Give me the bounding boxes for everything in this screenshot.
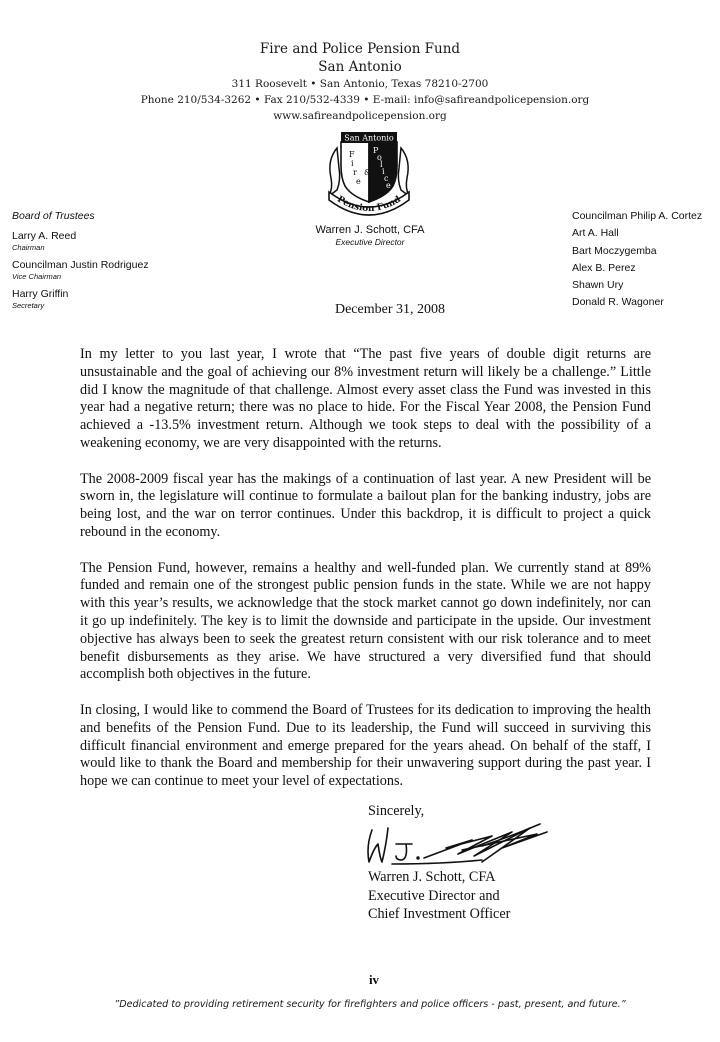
board-member-name: Councilman Philip A. Cortez xyxy=(572,210,703,222)
svg-text:Pension Fund: Pension Fund xyxy=(335,194,403,215)
pension-fund-shield-logo-icon xyxy=(323,130,415,216)
svg-text:c: c xyxy=(384,174,389,183)
letter-paragraph: The Pension Fund, however, remains a healthy and well-funded plan. We currently stand at 89% funded and remain one of the strongest public pension funds in the state. While we are not happy with this year’s results, we acknowledge that the stock market cannot go down indefinitely, nor can it go up indefinitely. The key is to limit the downside and participate in the upside. Our investment objective has always been to seek the greatest return consistent with our risk tolerance and to meet benefit disbursements as they arise. We have structured a very diversified fund that should accomplish both objectives in the future. xyxy=(80,559,651,683)
letterhead xyxy=(0,40,720,124)
page-number: iv xyxy=(368,972,380,987)
handwritten-signature-icon xyxy=(362,818,562,870)
letter-closing: Sincerely, xyxy=(368,803,425,819)
svg-text:i: i xyxy=(351,159,354,168)
board-member-name: Alex B. Perez xyxy=(572,261,636,274)
officer-role: Vice Chairman xyxy=(12,272,62,281)
organization-name: Fire and Police Pension Fund xyxy=(259,41,461,57)
officer-role: Secretary xyxy=(12,301,45,310)
executive-director-block xyxy=(300,224,440,248)
svg-text:&: & xyxy=(364,168,372,177)
organization-website: www.safireandpolicepension.org xyxy=(273,110,447,122)
board-officer xyxy=(12,230,149,252)
organization-address: 311 Roosevelt • San Antonio, Texas 78210-2700 xyxy=(231,78,489,90)
signer-title: Chief Investment Officer xyxy=(368,906,511,922)
board-member-name: Donald R. Wagoner xyxy=(572,296,664,309)
svg-text:e: e xyxy=(386,181,391,190)
signer-name: Warren J. Schott, CFA xyxy=(368,869,496,885)
officer-name: Larry A. Reed xyxy=(12,230,77,242)
svg-text:o: o xyxy=(377,153,382,162)
organization-city: San Antonio xyxy=(318,59,402,75)
letter-paragraph: In my letter to you last year, I wrote that “The past five years of double digit returns are unsustainable and the goal of achieving our 8% investment return will likely be a challenge.” Little did I know the magnitude of that challenge. Almost every asset class the Fund was invested in this year had a negative return; there was no place to hide. For the Fiscal Year 2008, the Pension Fund achieved a -13.5% investment return. Although we took steps to deal with the possibility of a weakening economy, we are very disappointed with the returns. xyxy=(80,346,651,451)
board-officers xyxy=(12,210,149,317)
executive-director-name: Warren J. Schott, CFA xyxy=(315,224,425,236)
board-officer xyxy=(12,259,149,281)
svg-text:r: r xyxy=(353,168,357,177)
organization-contact: Phone 210/534-3262 • Fax 210/532-4339 • E-mail: info@safireandpolicepension.org xyxy=(140,94,590,106)
svg-text:i: i xyxy=(382,167,385,176)
officer-name: Harry Griffin xyxy=(12,288,69,300)
executive-director-title: Executive Director xyxy=(335,237,405,247)
footer-motto: ”Dedicated to providing retirement security for firefighters and police officers - past, present, and future.” xyxy=(114,999,626,1010)
letter-paragraph: The 2008-2009 fiscal year has the makings of a continuation of last year. A new President will be sworn in, the legislature will continue to formulate a bailout plan for the banking industry, jobs are being lost, and the war on terror continues. Under this backdrop, it is difficult to project a quick rebound in the economy. xyxy=(80,470,651,540)
svg-text:P: P xyxy=(373,146,379,155)
signer-block xyxy=(368,868,510,924)
svg-text:e: e xyxy=(356,177,361,186)
svg-text:F: F xyxy=(349,150,355,159)
officer-name: Councilman Justin Rodriguez xyxy=(12,259,149,271)
svg-text:San Antonio: San Antonio xyxy=(344,133,394,143)
letter-body xyxy=(80,346,651,809)
letter-date: December 31, 2008 xyxy=(334,302,446,317)
signer-title: Executive Director and xyxy=(368,887,500,904)
board-members xyxy=(572,208,702,312)
board-member-name: Art A. Hall xyxy=(572,227,619,240)
board-member-name: Shawn Ury xyxy=(572,279,624,292)
board-heading: Board of Trustees xyxy=(12,210,95,222)
letter-paragraph: In closing, I would like to commend the Board of Trustees for its dedication to improving the health and benefits of the Pension Fund. Due to its leadership, the Fund will succeed in surviving this difficult financial environment and emerge prepared for the years ahead. On behalf of the staff, I would like to thank the Board and membership for their unwavering support during the past year. I hope we can continue to meet your level of expectations. xyxy=(80,701,651,790)
officer-role: Chairman xyxy=(12,243,45,252)
svg-text:l: l xyxy=(380,160,383,169)
board-member-name: Bart Moczygemba xyxy=(572,244,657,257)
